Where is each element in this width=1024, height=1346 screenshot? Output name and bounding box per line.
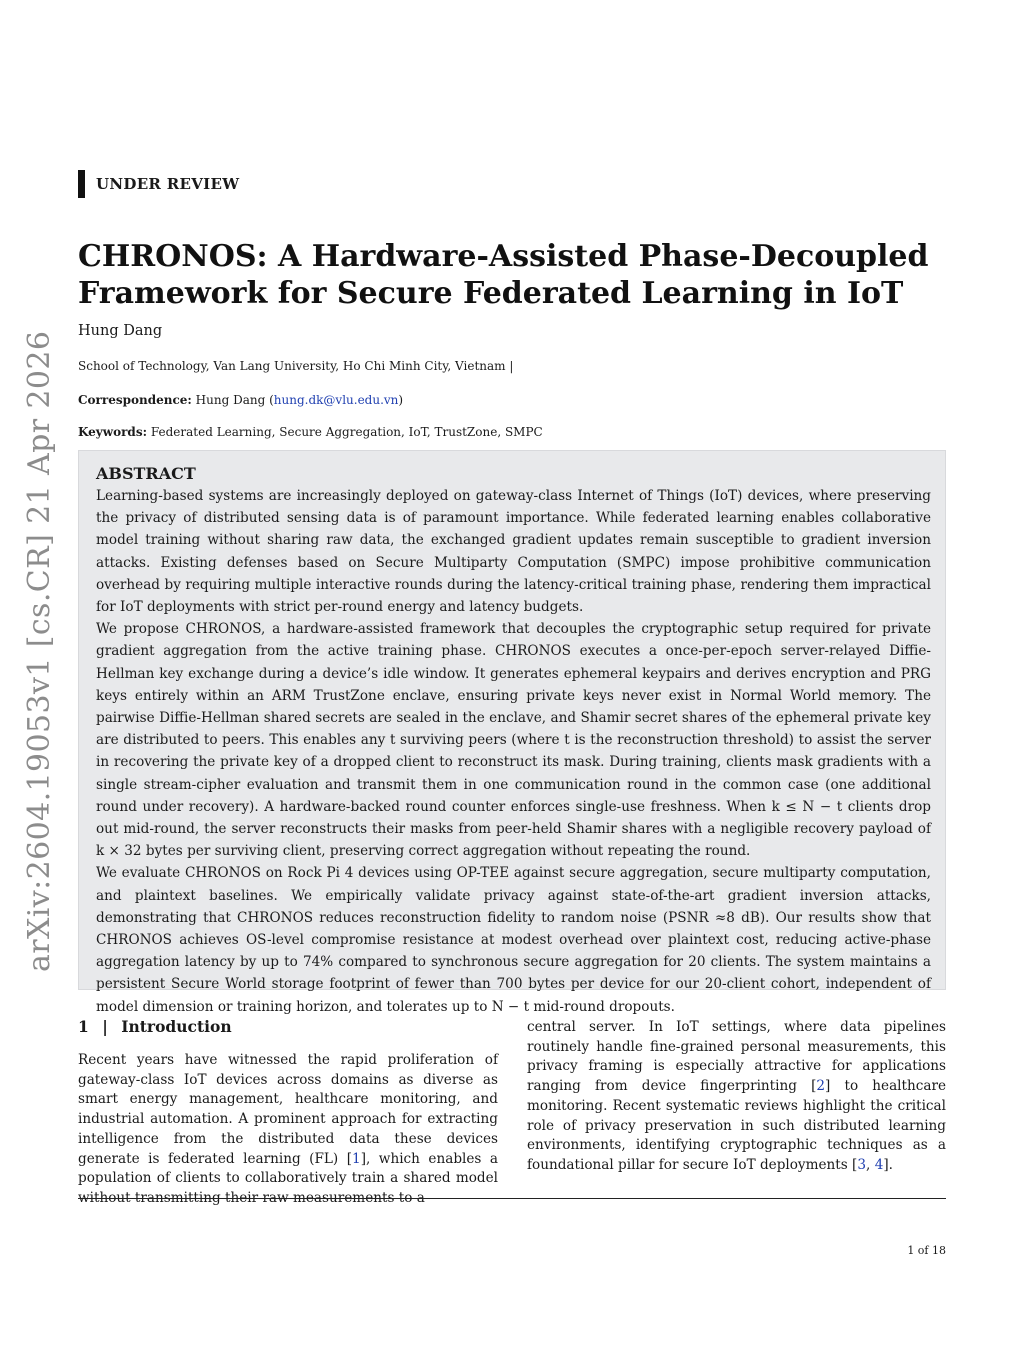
- citation-link[interactable]: 2: [816, 1078, 826, 1095]
- citation-link[interactable]: 3: [857, 1156, 867, 1173]
- arxiv-side-stamp: arXiv:2604.19053v1 [cs.CR] 21 Apr 2026: [22, 330, 57, 972]
- keywords: [78, 425, 543, 439]
- correspondence-close: ): [398, 393, 404, 407]
- review-tag: [78, 170, 239, 198]
- intro-text: ], which enables a population of clients to collaboratively train a shared model without transmitting their raw measurements to a: [78, 1150, 498, 1206]
- section-title: Introduction: [121, 1017, 232, 1036]
- keywords-label: Keywords:: [78, 425, 148, 439]
- page-number: 1 of 18: [907, 1244, 946, 1257]
- author-name: Hung Dang: [78, 323, 163, 339]
- intro-left-column: [78, 1051, 498, 1209]
- correspondence-label: Correspondence:: [78, 393, 192, 407]
- citation-link[interactable]: 1: [352, 1150, 361, 1167]
- intro-text: Recent years have witnessed the rapid proliferation of gateway-class IoT devices across domains as diverse as smart energy management, healthcare monitoring, and industrial automation. A prominent approach for extracting intelligence from the distributed data these devices generate is federated learning (FL) [: [78, 1052, 498, 1167]
- intro-right-column: [527, 1018, 946, 1176]
- footer-rule: [78, 1198, 946, 1199]
- intro-text: ] to healthcare monitoring. Recent systematic reviews highlight the critical role of privacy preservation in such distributed learning environments, identifying cryptographic techniques as a foundational pillar for secure IoT deployments [: [527, 1078, 946, 1173]
- citation-link[interactable]: 4: [874, 1156, 884, 1173]
- email-link[interactable]: hung.dk@vlu.edu.vn: [273, 393, 399, 407]
- intro-paragraph-left: [78, 1051, 498, 1209]
- section-separator: |: [102, 1017, 108, 1036]
- abstract-box: [78, 450, 946, 1015]
- affiliation: School of Technology, Van Lang University, Ho Chi Minh City, Vietnam |: [78, 359, 514, 373]
- correspondence: [78, 393, 403, 407]
- abstract-paragraph-1: Learning-based systems are increasingly deployed on gateway-class Internet of Things (IoT) devices, where preserving the privacy of distributed sensing data is of paramount importance. While federated learning enables collaborative model training without sharing raw data, the exchanged gradient updates remain susceptible to gradient inversion attacks. Existing defenses based on Secure Multiparty Computation (SMPC) impose prohibitive communication overhead by requiring multiple interactive rounds during the latency-critical training phase, rendering them impractical for IoT deployments with strict per-round energy and latency budgets.: [96, 488, 931, 616]
- review-label: UNDER REVIEW: [96, 175, 240, 193]
- correspondence-name: Hung Dang (: [195, 393, 274, 407]
- abstract-paragraph-2: We propose CHRONOS, a hardware-assisted framework that decouples the cryptographic setup required for private gradient aggregation from the active training phase. CHRONOS executes a once-per-epoch server-relayed Diffie-Hellman key exchange during a device’s idle window. It generates ephemeral keypairs and derives encryption and PRG keys entirely within an ARM TrustZone enclave, ensuring private keys never exist in Normal World memory. The pairwise Diffie-Hellman shared secrets are sealed in the enclave, and Shamir secret shares of the ephemeral private key are distributed to peers. This enables any t surviving peers (where t is the reconstruction threshold) to assist the server in recovering the private key of a dropped client to reconstruct its mask. During training, clients mask gradients with a single stream-cipher evaluation and transmit them in one communication round in the common case (one additional round under recovery). A hardware-backed round counter enforces single-use freshness. When k ≤ N − t clients drop out mid-round, the server reconstructs their masks from peer-held Shamir shares with a negligible recovery payload of k × 32 bytes per surviving client, preserving correct aggregation without repeating the round.: [96, 621, 931, 860]
- intro-paragraph-right: [527, 1018, 946, 1176]
- intro-text: ].: [883, 1156, 893, 1173]
- section-heading: [78, 1017, 232, 1036]
- abstract-paragraph-3: We evaluate CHRONOS on Rock Pi 4 devices using OP-TEE against secure aggregation, secure multiparty computation, and plaintext baselines. We empirically validate privacy against state-of-the-art gradient inversion attacks, demonstrating that CHRONOS reduces reconstruction fidelity to random noise (PSNR ≈8 dB). Our results show that CHRONOS achieves OS-level compromise resistance at modest overhead over plaintext cost, reducing active-phase aggregation latency by up to 74% compared to synchronous secure aggregation for 20 clients. The system maintains a persistent Secure World storage footprint of fewer than 700 bytes per device for our 20-client cohort, independent of model dimension or training horizon, and tolerates up to N − t mid-round dropouts.: [96, 865, 931, 1015]
- intro-text: central server. In IoT settings, where data pipelines routinely handle fine-grained personal measurements, this privacy framing is especially attractive for applications ranging from device fingerprinting [: [527, 1019, 946, 1095]
- review-bar: [78, 170, 85, 198]
- section-number: 1: [78, 1017, 89, 1036]
- intro-text: ,: [866, 1156, 875, 1173]
- paper-title: CHRONOS: A Hardware-Assisted Phase-Decoupled Framework for Secure Federated Learning in IoT: [78, 239, 929, 311]
- keywords-text: Federated Learning, Secure Aggregation, IoT, TrustZone, SMPC: [150, 425, 543, 439]
- abstract-heading: ABSTRACT: [96, 464, 196, 483]
